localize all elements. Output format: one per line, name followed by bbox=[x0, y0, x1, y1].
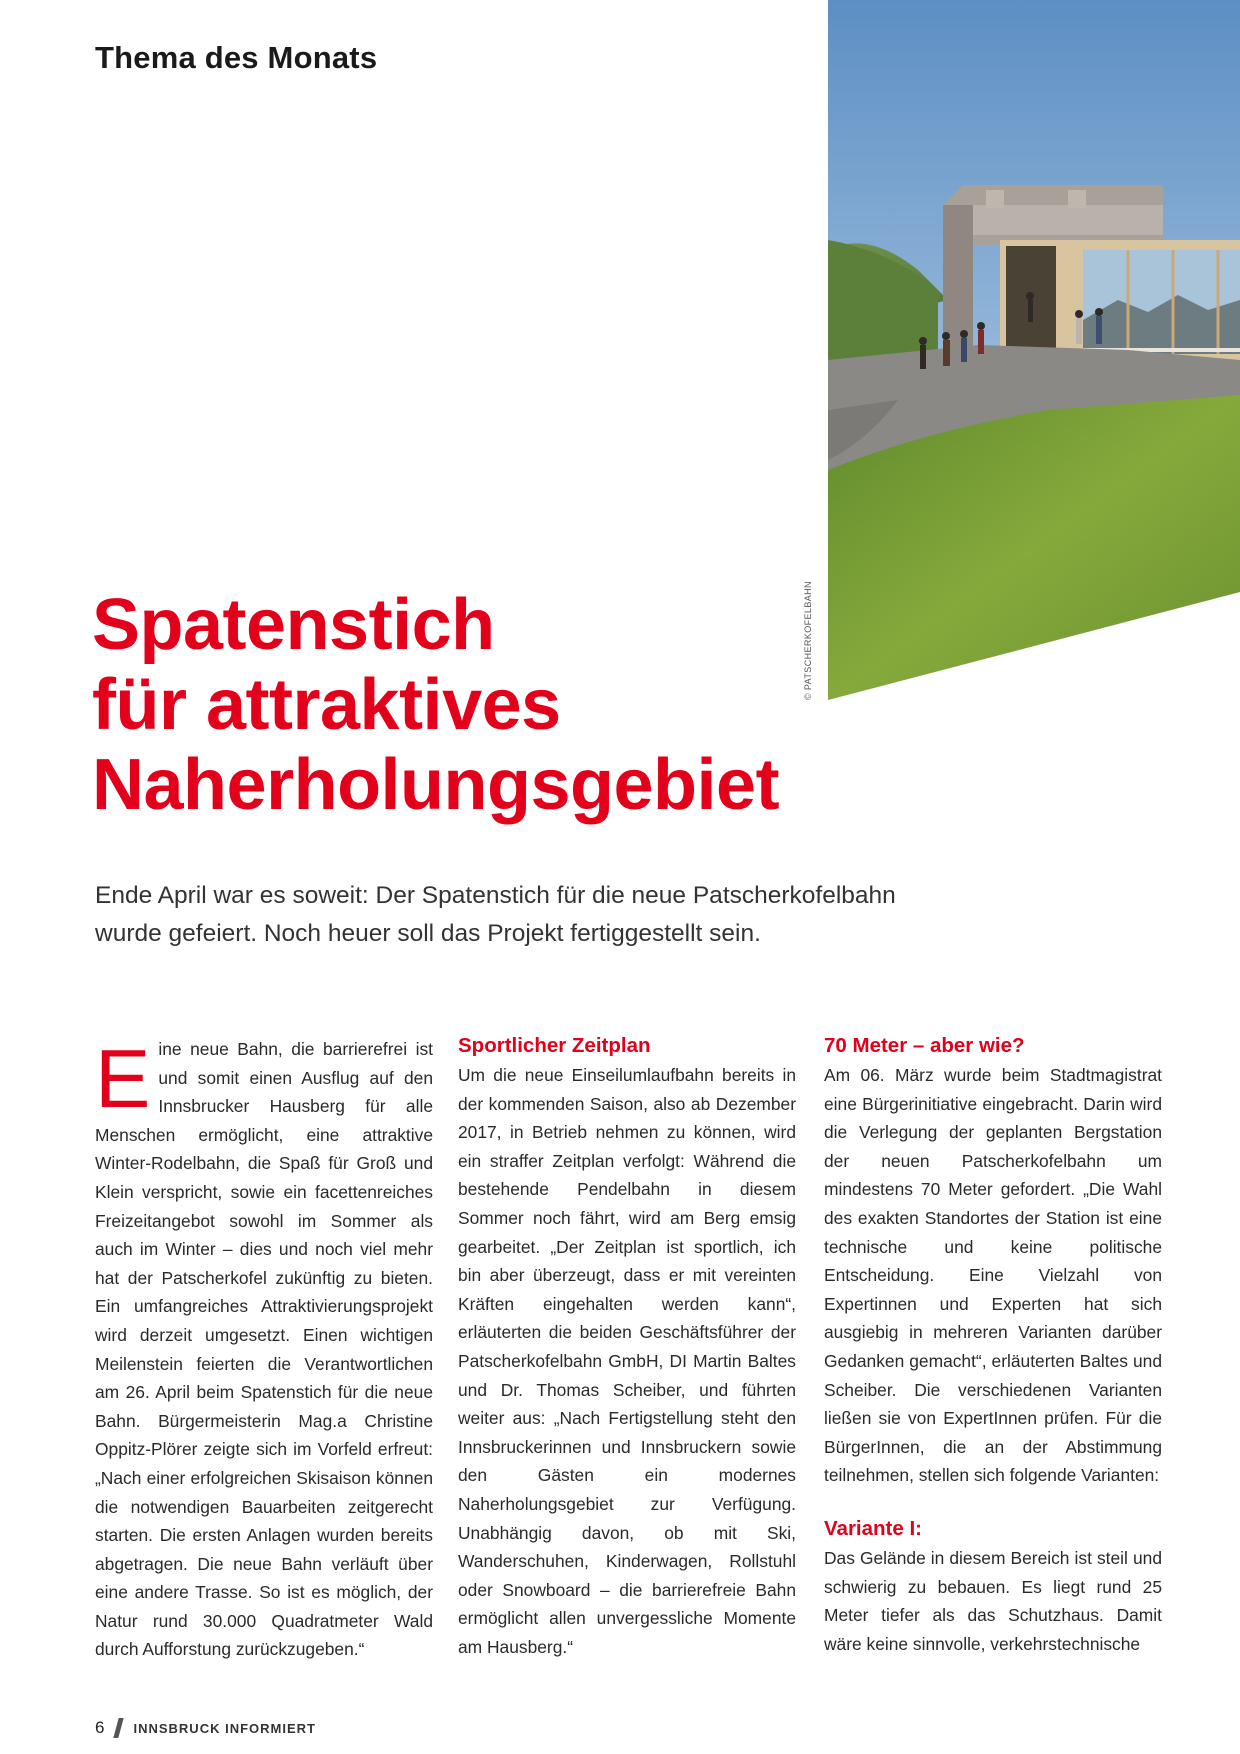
column-2-text: Um die neue Einseilumlaufbahn bereits in der kommenden Saison, also ab Dezember 2017, in Betrieb nehmen zu können, wird ein straffer Zeitplan verfolgt: Während die bestehende Pendelbahn in diesem Sommer noch fährt, wird am Berg emsig gearbeitet. „Der Zeitplan ist sportlich, ich bin aber überzeugt, dass er mit vereinten Kräften eingehalten werden kann“, erläuterten die beiden Geschäftsführer der Patscherkofelbahn GmbH, DI Martin Baltes und Dr. Thomas Scheiber, und führten weiter aus: „Nach Fertigstellung steht den Innsbruckerinnen und Innsbruckern sowie den Gästen ein modernes Naherholungsgebiet zur Verfügung. Unabhängig davon, ob mit Ski, Wanderschuhen, Kinderwagen, Rollstuhl oder Snowboard – die barrierefreie Bahn ermöglicht allen unvergessliche Momente am Hausberg.“ bbox=[458, 1065, 796, 1657]
article-column-2 bbox=[458, 1035, 796, 1661]
headline-line-3: Naherholungsgebiet bbox=[92, 745, 780, 825]
subheading-sportlicher-zeitplan: Sportlicher Zeitplan bbox=[458, 1034, 651, 1057]
dropcap: E bbox=[95, 1032, 151, 1125]
page-footer bbox=[95, 1718, 316, 1738]
headline-line-1: Spatenstich bbox=[92, 585, 495, 665]
footer-divider bbox=[114, 1718, 124, 1738]
photo-credit: © PATSCHERKOFELBAHN bbox=[803, 581, 813, 700]
column-3-text-2: Das Gelände in diesem Bereich ist steil und schwierig zu bebauen. Es liegt rund 25 Meter tiefer als das Schutzhaus. Damit wäre keine sinnvolle, verkehrstechnische bbox=[824, 1547, 1162, 1654]
section-label: Thema des Monats bbox=[95, 40, 378, 75]
page-number: 6 bbox=[95, 1718, 105, 1737]
subheading-70-meter: 70 Meter – aber wie? bbox=[824, 1034, 1025, 1057]
article-column-3 bbox=[824, 1035, 1162, 1658]
subheading-variante-1: Variante I: bbox=[824, 1516, 922, 1540]
column-1-text: ine neue Bahn, die barrierefrei ist und somit einen Ausflug auf den Innsbrucker Hausberg für alle Menschen ermöglicht, eine attraktive Winter-Rodelbahn, die Spaß für Groß und Klein verspricht, sowie ein facettenreiches Freizeitangebot sowohl im Sommer als auch im Winter – dies und noch viel mehr hat der Patscherkofel zukünftig zu bieten. Ein umfangreiches Attraktivierungsprojekt wird derzeit umgesetzt. Einen wichtigen Meilenstein feierten die Verantwortlichen am 26. April beim Spatenstich für die neue Bahn. Bürgermeisterin Mag.a Christine Oppitz-Plörer zeigte sich im Vorfeld erfreut: „Nach einer erfolgreichen Skisaison können die notwendigen Bauarbeiten zeitgerecht starten. Die ersten Anlagen wurden bereits abgetragen. Die neue Bahn verläuft über eine andere Trasse. So ist es möglich, der Natur rund 30.000 Quadratmeter Wald durch Aufforstung zurückzugeben.“ bbox=[95, 1039, 433, 1660]
headline bbox=[92, 585, 812, 825]
column-3-text: Am 06. März wurde beim Stadtmagistrat eine Bürgerinitiative eingebracht. Darin wird die Verlegung der geplanten Bergstation der neuen Patscherkofelbahn um mindestens 70 Meter gefordert. „Die Wahl des exakten Standortes der Station ist eine technische und keine politische Entscheidung. Eine Vielzahl von Expertinnen und Experten hat sich ausgiebig in mehreren Varianten darüber Gedanken gemacht“, erläuterten Baltes und Scheiber. Die verschiedenen Varianten ließen sie von ExpertInnen prüfen. Für die BürgerInnen, die an der Abstimmung teilnehmen, stellen sich folgende Varianten: bbox=[824, 1065, 1162, 1486]
publication-name: INNSBRUCK INFORMIERT bbox=[133, 1720, 316, 1736]
article-column-1 bbox=[95, 1032, 433, 1664]
lead-paragraph: Ende April war es soweit: Der Spatenstich für die neue Patscherkofelbahn wurde gefeiert. Noch heuer soll das Projekt fertiggestellt sein. bbox=[95, 882, 896, 947]
headline-line-2: für attraktives bbox=[92, 665, 561, 745]
mountain-station-photo bbox=[828, 0, 1240, 700]
